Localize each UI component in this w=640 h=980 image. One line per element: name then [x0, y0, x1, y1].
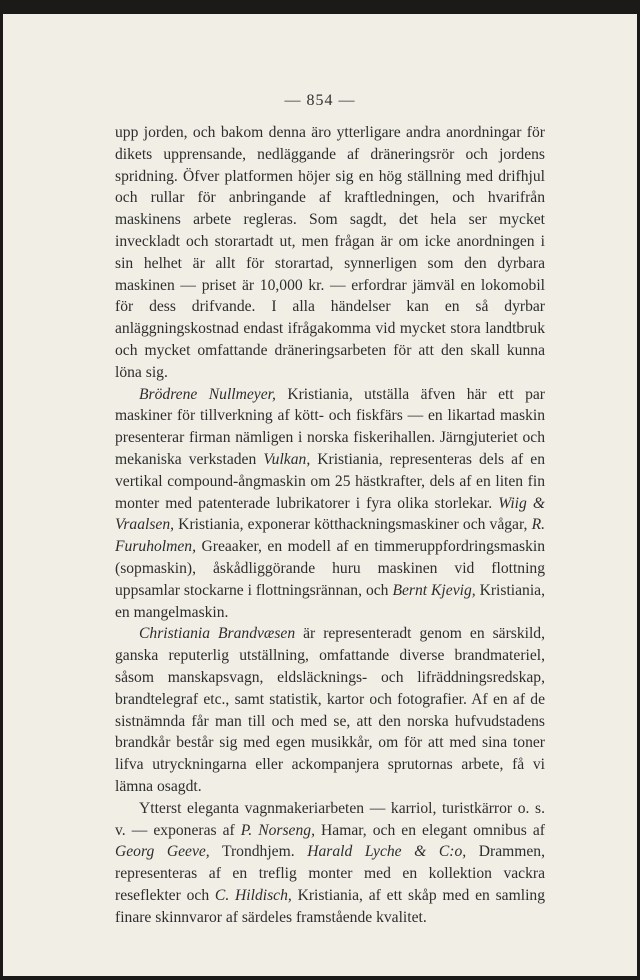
- italic-name: P. Norseng,: [240, 821, 315, 839]
- paragraph: [115, 623, 545, 797]
- italic-name: Vulkan,: [263, 450, 311, 468]
- text-run: Drammen, representeras af en treflig monter med en kollektion vackra reseflekter och: [115, 843, 545, 904]
- paragraph: [115, 798, 545, 929]
- text-run: Kristiania, exponerar kötthackningsmaskiner och vågar,: [174, 516, 532, 534]
- text-run: är representeradt genom en särskild, ganska reputerlig utställning, omfattande diverse brandmateriel, såsom manskapsvagn, eldsläcknings- och lifräddningsredskap, brandtelegraf etc., samt statistik, kartor och fotografier. Af en af de sistnämnda får man till och med se, att den norska hufvudstadens brandkår består sig med egen musikkår, om för att med sina toner lifva utryckningarna eller ackompanjera sprutornas arbete, få vi lämna osagdt.: [115, 625, 545, 795]
- italic-name: R. Furuholmen,: [115, 516, 545, 556]
- italic-name: Bernt Kjevig,: [392, 581, 476, 599]
- italic-name: Brödrene Nullmeyer,: [139, 385, 276, 403]
- paragraph: [115, 122, 545, 384]
- italic-name: C. Hildisch,: [214, 886, 292, 904]
- page-number: — 854 —: [284, 92, 356, 109]
- italic-name: Wiig & Vraalsen,: [115, 494, 546, 534]
- body-text: [115, 122, 545, 928]
- text-run: upp jorden, och bakom denna äro ytterligare andra anordningar för dikets upprensande, nedläggande af dräneringsrör och jordens spridning. Öfver platformen höjer sig en hög ställning med drifhjul och rullar för anbringande af kraftledningen, och hvarifrån maskinens arbete regleras. Som sagdt, det hela ser mycket inveckladt och storartadt ut, men frågan är om icke anordningen i sin helhet är allt för storartad, synnerligen som den dyrbara maskinen — priset är 10,000 kr. — erfordrar jämväl en lokomobil för dess drifvande. I alla händelser kan en så dyrbar anläggningskostnad endast ifrågakomma vid mycket stora landtbruk och mycket omfattande dräneringsarbeten för att den skall kunna löna sig.: [115, 124, 545, 381]
- text-run: Trondhjem.: [209, 843, 308, 861]
- text-run: Kristiania, af ett skåp med en samling finare skinnvaror af särdeles framstående kvalitet.: [115, 886, 545, 926]
- paragraph: [115, 384, 545, 624]
- text-run: Kristiania, utställa äfven här ett par maskiner för tillverkning af kött- och fiskfärs — en likartad maskin presenterar firman nämligen i norska fiskerihallen. Järngjuteriet och mekaniska verkstaden: [115, 385, 546, 468]
- italic-name: Georg Geeve,: [115, 843, 210, 861]
- text-run: Kristiania, representeras dels af en vertikal compound-ångmaskin om 25 hästkrafter, dels af en liten fin monter med patenterade lubrikatorer i fyra olika storlekar.: [115, 450, 545, 512]
- book-page: [3, 14, 637, 976]
- text-run: Kristiania, en mangelmaskin.: [115, 581, 545, 621]
- italic-name: Harald Lyche & C:o,: [307, 843, 467, 861]
- text-run: Hamar, och en elegant omnibus af: [314, 821, 545, 839]
- text-run: Greaaker, en modell af en timmeruppfordringsmaskin (sopmaskin), åskådliggörande huru maskinen vid flottning uppsamlar stockarne i flottningsrännan, och: [115, 538, 545, 599]
- italic-name: Christiania Brandvæsen: [139, 625, 296, 643]
- text-run: Ytterst eleganta vagnmakeriarbeten — karriol, turistkärror o. s. v. — exponeras af: [115, 799, 545, 839]
